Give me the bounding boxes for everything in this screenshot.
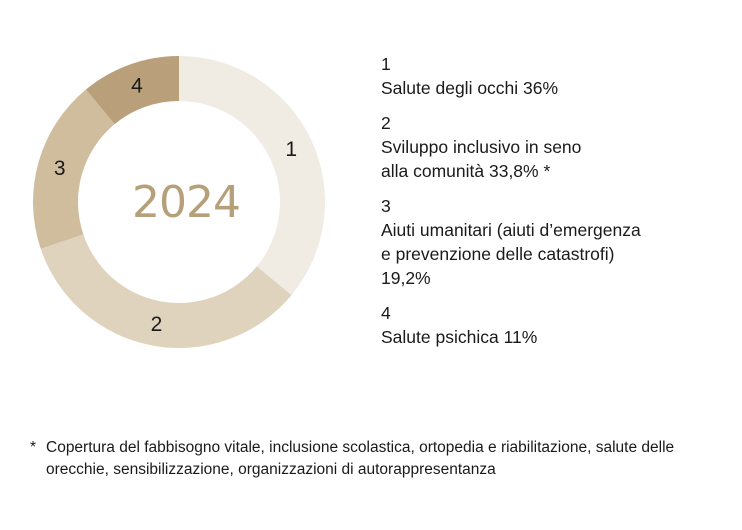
legend-item: [381, 111, 726, 183]
legend-item-text: Salute psichica 11%: [381, 327, 538, 347]
donut-slice-label: 2: [150, 312, 163, 336]
legend-item-number: 4: [381, 303, 391, 323]
legend-item-number: 3: [381, 196, 391, 216]
center-year-label: 2024: [132, 177, 240, 228]
legend-item: [381, 52, 726, 100]
legend-item-text: Salute degli occhi 36%: [381, 78, 559, 98]
chart-legend: [381, 52, 726, 360]
donut-slice-label: 4: [131, 74, 143, 98]
donut-chart: [0, 0, 360, 400]
footnote-marker: *: [30, 439, 37, 456]
legend-item: [381, 301, 726, 349]
footnote: [30, 437, 710, 481]
legend-item-number: 2: [381, 113, 391, 133]
legend-item-text: Sviluppo inclusivo in seno alla comunità 33,8% *: [381, 137, 582, 181]
donut-slice-label: 3: [53, 157, 66, 181]
legend-item-number: 1: [381, 54, 391, 74]
donut-slice-label: 1: [285, 138, 298, 162]
footnote-text: Copertura del fabbisogno vitale, inclusione scolastica, ortopedia e riabilitazione, salute delle orecchie, sensibilizzazione, organizzazioni di autorappresentanza: [46, 439, 675, 478]
donut-slice-1: [179, 56, 325, 295]
donut-slice-3: [33, 90, 115, 249]
legend-item: [381, 194, 726, 290]
legend-item-text: Aiuti umanitari (aiuti d’emergenza e prevenzione delle catastrofi) 19,2%: [381, 220, 641, 288]
donut-slice-2: [41, 234, 292, 348]
